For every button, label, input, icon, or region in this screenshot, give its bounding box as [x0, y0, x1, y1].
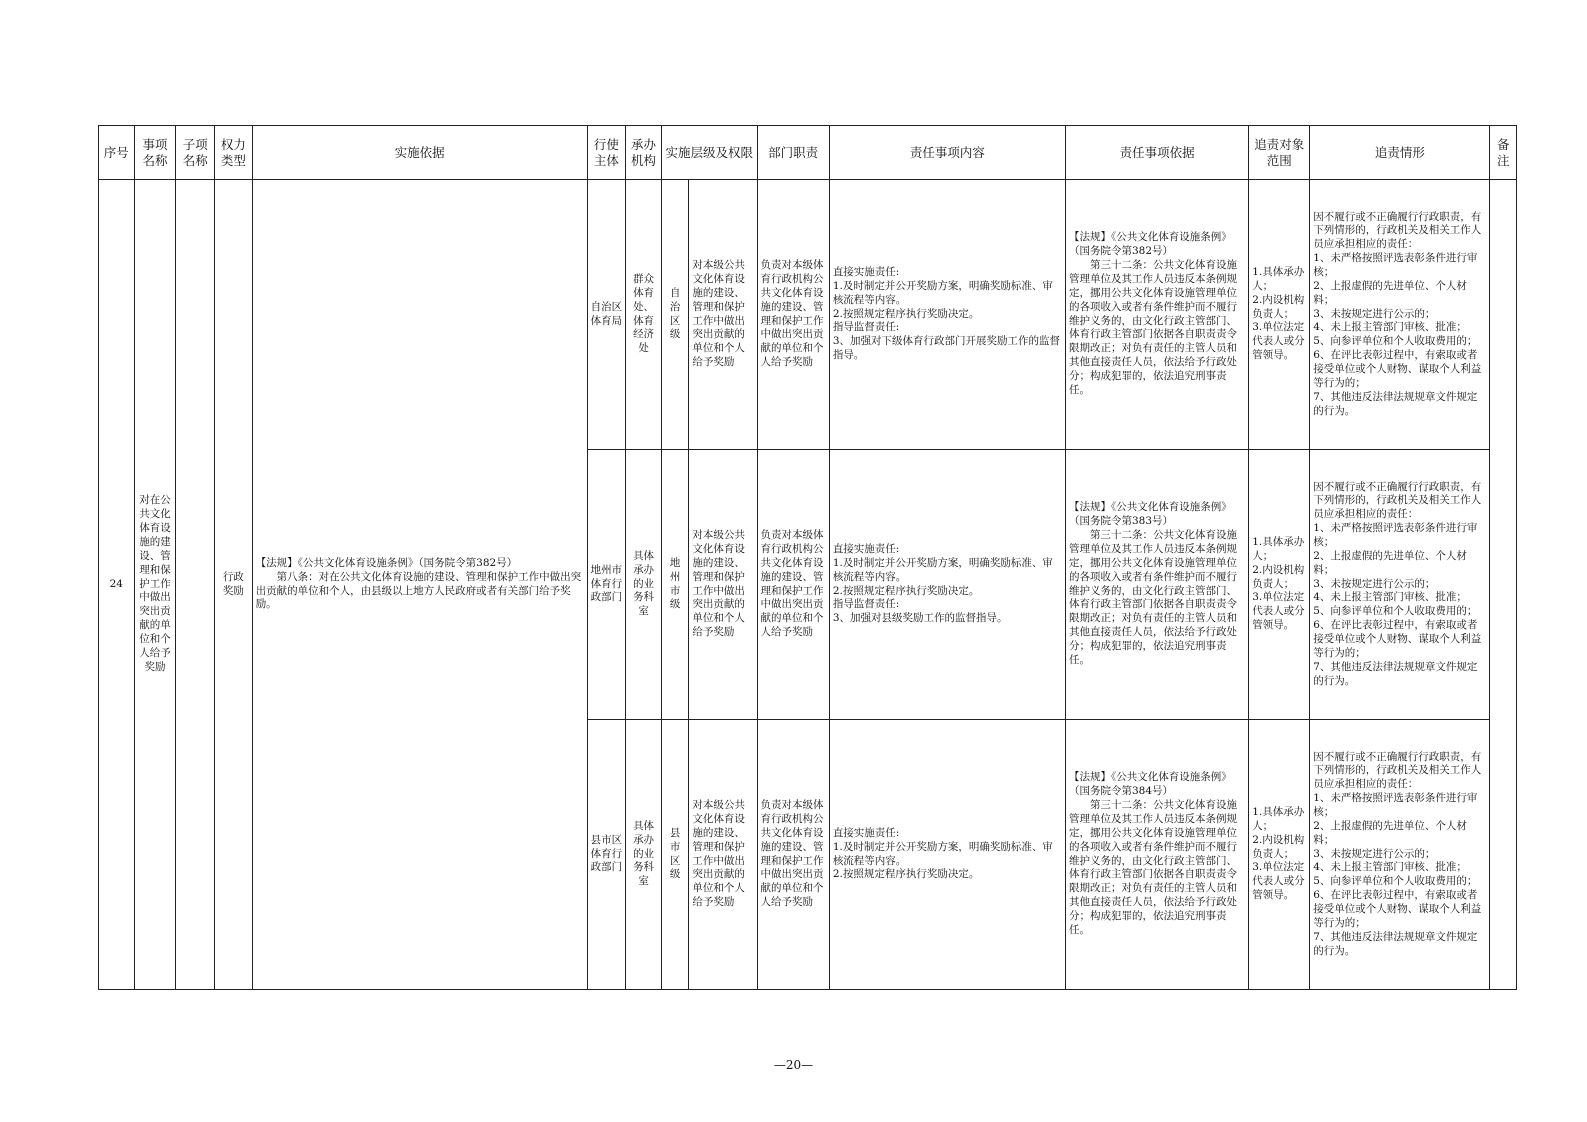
- header-level: 实施层级及权限: [661, 126, 757, 180]
- header-seq: 序号: [99, 126, 135, 180]
- authority-cell: 对本级公共文化体育设施的建设、管理和保护工作中做出突出贡献的单位和个人给予奖励: [689, 180, 757, 450]
- basis-cell: 【法规】《公共文化体育设施条例》（国务院令第382号） 第八条：对在公共文化体育设施的建设、管理和保护工作中做出突出贡献的单位和个人，由县级以上地方人民政府或者有关部门给予奖励。: [252, 180, 587, 990]
- agency-cell: 具体承办的业务科室: [626, 720, 662, 990]
- header-row: [99, 126, 1517, 180]
- remark-cell: [1490, 180, 1517, 990]
- page-number: —20—: [773, 1058, 814, 1072]
- header-situations: 追责情形: [1310, 126, 1490, 180]
- situations-cell: 因不履行或不正确履行行政职责，有下列情形的，行政机关及相关工作人员应承担相应的责任： 1、未严格按照评选表彰条件进行审核； 2、上报虚假的先进单位、个人材料； 3、未按规定进行公示的； 4、未上报主管部门审核、批准； 5、向参评单位和个人收取费用的； 6、在评比表彰过程中，有索取或者接受单位或个人财物、谋取个人利益等行为的； 7、其他违反法律法规规章文件规定的行为。: [1310, 720, 1490, 990]
- situations-cell: 因不履行或不正确履行行政职责，有下列情形的，行政机关及相关工作人员应承担相应的责任： 1、未严格按照评选表彰条件进行审核； 2、上报虚假的先进单位、个人材料； 3、未按规定进行公示的； 4、未上报主管部门审核、批准； 5、向参评单位和个人收取费用的； 6、在评比表彰过程中，有索取或者接受单位或个人财物、谋取个人利益等行为的； 7、其他违反法律法规规章文件规定的行为。: [1310, 450, 1490, 720]
- item-name-cell: 对在公共文化体育设施的建设、管理和保护工作中做出突出贡献的单位和个人给予奖励: [134, 180, 176, 990]
- subject-cell: 自治区体育局: [587, 180, 626, 450]
- resp-content-cell: 直接实施责任: 1.及时制定并公开奖励方案，明确奖励标准、审核流程等内容。 2.按照规定程序执行奖励决定。: [829, 720, 1065, 990]
- duty-cell: 负责对本级体育行政机构公共文化体育设施的建设、管理和保护工作中做出突出贡献的单位和个人给予奖励: [757, 180, 829, 450]
- agency-cell: 群众体育处、体育经济处: [626, 180, 662, 450]
- level-cell: 县市区级: [661, 720, 688, 990]
- authority-cell: 对本级公共文化体育设施的建设、管理和保护工作中做出突出贡献的单位和个人给予奖励: [689, 450, 757, 720]
- duty-cell: 负责对本级体育行政机构公共文化体育设施的建设、管理和保护工作中做出突出贡献的单位和个人给予奖励: [757, 720, 829, 990]
- resp-content-cell: 直接实施责任: 1.及时制定并公开奖励方案，明确奖励标准、审核流程等内容。 2.按照规定程序执行奖励决定。 指导监督责任: 3、加强对下级体育行政部门开展奖励工作的监督指导。: [829, 180, 1065, 450]
- header-resp-basis: 责任事项依据: [1065, 126, 1248, 180]
- authority-cell: 对本级公共文化体育设施的建设、管理和保护工作中做出突出贡献的单位和个人给予奖励: [689, 720, 757, 990]
- subject-cell: 地州市体育行政部门: [587, 450, 626, 720]
- agency-cell: 具体承办的业务科室: [626, 450, 662, 720]
- header-sub-item-name: 子项名称: [176, 126, 215, 180]
- header-accountable: 追责对象范围: [1249, 126, 1310, 180]
- header-basis: 实施依据: [252, 126, 587, 180]
- header-resp-content: 责任事项内容: [829, 126, 1065, 180]
- level-cell: 自治区级: [661, 180, 688, 450]
- header-remark: 备注: [1490, 126, 1517, 180]
- subject-cell: 县市区体育行政部门: [587, 720, 626, 990]
- table-row: [99, 180, 1517, 450]
- responsibility-table: [98, 125, 1517, 990]
- header-item-name: 事项名称: [134, 126, 176, 180]
- header-duty: 部门职责: [757, 126, 829, 180]
- resp-basis-cell: 【法规】《公共文化体育设施条例》（国务院令第384号） 第三十二条：公共文化体育设施管理单位及其工作人员违反本条例规定，挪用公共文化体育设施管理单位的各项收入或者有条件维护而不履行维护义务的，由文化行政主管部门、体育行政主管部门依据各自职责责令限期改正；对负有责任的主管人员和其他直接责任人员，依法给予行政处分；构成犯罪的，依法追究刑事责任。: [1065, 720, 1248, 990]
- duty-cell: 负责对本级体育行政机构公共文化体育设施的建设、管理和保护工作中做出突出贡献的单位和个人给予奖励: [757, 450, 829, 720]
- resp-content-cell: 直接实施责任: 1.及时制定并公开奖励方案，明确奖励标准、审核流程等内容。 2.按照规定程序执行奖励决定。 指导监督责任: 3、加强对县级奖励工作的监督指导。: [829, 450, 1065, 720]
- header-subject: 行使主体: [587, 126, 626, 180]
- accountable-cell: 1.具体承办人； 2.内设机构负责人； 3.单位法定代表人或分管领导。: [1249, 180, 1310, 450]
- accountable-cell: 1.具体承办人； 2.内设机构负责人； 3.单位法定代表人或分管领导。: [1249, 720, 1310, 990]
- situations-cell: 因不履行或不正确履行行政职责，有下列情形的，行政机关及相关工作人员应承担相应的责任： 1、未严格按照评选表彰条件进行审核； 2、上报虚假的先进单位、个人材料； 3、未按规定进行公示的； 4、未上报主管部门审核、批准； 5、向参评单位和个人收取费用的； 6、在评比表彰过程中，有索取或者接受单位或个人财物、谋取个人利益等行为的； 7、其他违反法律法规规章文件规定的行为。: [1310, 180, 1490, 450]
- header-power-type: 权力类型: [215, 126, 253, 180]
- resp-basis-cell: 【法规】《公共文化体育设施条例》（国务院令第383号） 第三十二条：公共文化体育设施管理单位及其工作人员违反本条例规定，挪用公共文化体育设施管理单位的各项收入或者有条件维护而不履行维护义务的，由文化行政主管部门、体育行政主管部门依据各自职责责令限期改正；对负有责任的主管人员和其他直接责任人员，依法给予行政处分；构成犯罪的，依法追究刑事责任。: [1065, 450, 1248, 720]
- resp-basis-cell: 【法规】《公共文化体育设施条例》（国务院令第382号） 第三十二条：公共文化体育设施管理单位及其工作人员违反本条例规定，挪用公共文化体育设施管理单位的各项收入或者有条件维护而不履行维护义务的，由文化行政主管部门、体育行政主管部门依据各自职责责令限期改正；对负有责任的主管人员和其他直接责任人员，依法给予行政处分；构成犯罪的，依法追究刑事责任。: [1065, 180, 1248, 450]
- seq-cell: 24: [99, 180, 135, 990]
- level-cell: 地州市级: [661, 450, 688, 720]
- header-agency: 承办机构: [626, 126, 662, 180]
- power-type-cell: 行政奖励: [215, 180, 253, 990]
- accountable-cell: 1.具体承办人； 2.内设机构负责人； 3.单位法定代表人或分管领导。: [1249, 450, 1310, 720]
- sub-item-name-cell: [176, 180, 215, 990]
